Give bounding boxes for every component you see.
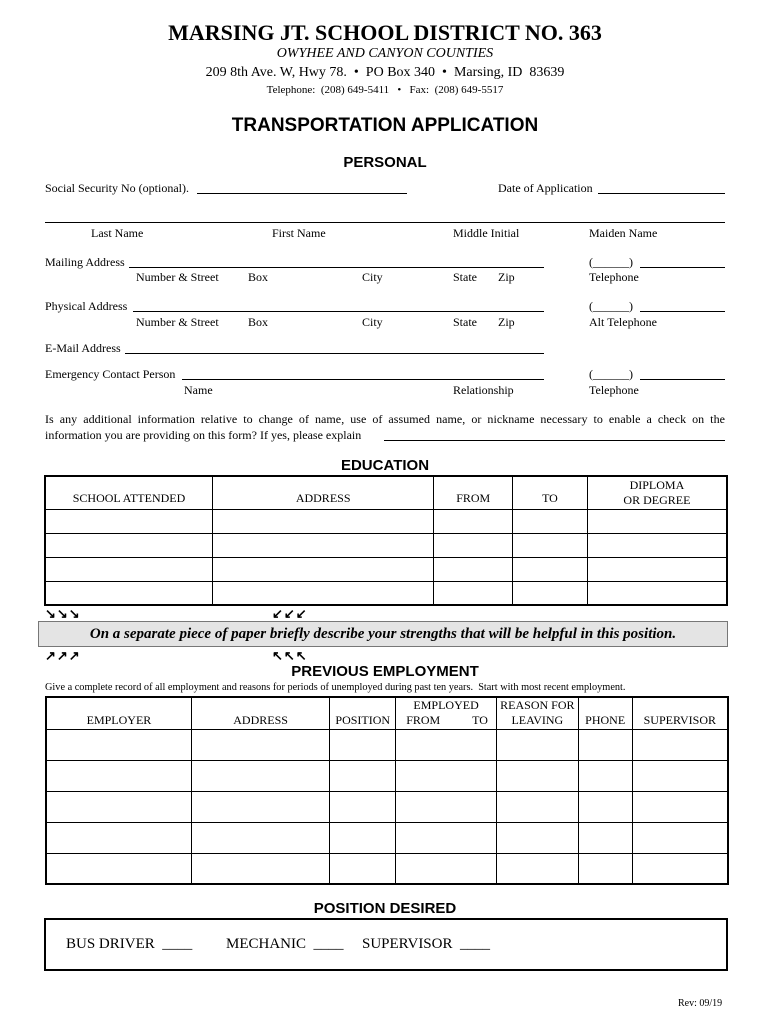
employment-heading: PREVIOUS EMPLOYMENT xyxy=(291,663,479,680)
table-row[interactable] xyxy=(46,822,728,853)
phys-box-label: Box xyxy=(248,315,269,329)
employment-table xyxy=(45,696,729,885)
date-field[interactable] xyxy=(598,193,725,194)
strengths-banner: On a separate piece of paper briefly describe your strengths that will be helpful in this position. xyxy=(38,621,728,647)
col-from: FROM xyxy=(434,476,513,509)
emergency-name-label: Name xyxy=(184,383,213,397)
mail-city-label: City xyxy=(362,270,383,284)
phys-zip-label: Zip xyxy=(498,315,515,329)
arrows-down-right-icon: ↙↙↙ xyxy=(272,606,308,621)
explain-field[interactable] xyxy=(384,440,725,441)
mailing-label: Mailing Address xyxy=(45,255,125,269)
district-name: MARSING JT. SCHOOL DISTRICT NO. 363 xyxy=(168,20,602,45)
telephone-label: Telephone xyxy=(589,270,639,284)
relationship-label: Relationship xyxy=(453,383,514,397)
diploma-label: DIPLOMA xyxy=(629,477,685,492)
page-title: TRANSPORTATION APPLICATION xyxy=(231,115,539,136)
middle-initial-label: Middle Initial xyxy=(453,226,520,240)
table-row[interactable] xyxy=(45,557,727,581)
alt-phone-paren: (______) xyxy=(589,299,633,313)
col-diploma xyxy=(587,476,727,509)
employed-label: EMPLOYED xyxy=(413,698,479,713)
mail-street-label: Number & Street xyxy=(136,270,219,284)
additional-info-question-2: information you are providing on this form? If yes, please explain xyxy=(45,428,362,442)
emergency-telephone-field[interactable] xyxy=(640,379,725,380)
col-phone: PHONE xyxy=(578,697,632,729)
col-address: ADDRESS xyxy=(213,476,434,509)
email-label: E-Mail Address xyxy=(45,341,121,355)
physical-label: Physical Address xyxy=(45,299,128,313)
emergency-contact-field[interactable] xyxy=(182,379,544,380)
ssn-field[interactable] xyxy=(197,193,407,194)
education-table xyxy=(44,475,728,606)
reason-label: REASON FOR xyxy=(500,698,575,713)
employment-note: Give a complete record of all employment and reasons for periods of unemployed during past ten years. Start with most recent employment. xyxy=(45,682,626,693)
phys-street-label: Number & Street xyxy=(136,315,219,329)
col-employer: EMPLOYER xyxy=(46,697,191,729)
physical-address-field[interactable] xyxy=(133,311,544,312)
alt-telephone-label: Alt Telephone xyxy=(589,315,657,329)
telephone-field[interactable] xyxy=(640,267,725,268)
table-row[interactable] xyxy=(45,509,727,533)
last-name-label: Last Name xyxy=(91,226,144,240)
date-label: Date of Application xyxy=(498,181,593,195)
col-employed xyxy=(396,697,497,729)
first-name-label: First Name xyxy=(272,226,326,240)
email-field[interactable] xyxy=(125,353,544,354)
mail-box-label: Box xyxy=(248,270,269,284)
col-emp-address: ADDRESS xyxy=(191,697,329,729)
supervisor-option[interactable]: SUPERVISOR ____ xyxy=(362,936,490,952)
arrows-down-left-icon: ↘↘↘ xyxy=(45,606,81,621)
district-address: 209 8th Ave. W, Hwy 78. • PO Box 340 • Marsing, ID 83639 xyxy=(205,65,565,80)
ssn-label: Social Security No (optional). xyxy=(45,181,189,195)
col-position: POSITION xyxy=(330,697,396,729)
maiden-name-label: Maiden Name xyxy=(589,226,658,240)
leaving-label: LEAVING xyxy=(511,713,564,728)
mail-zip-label: Zip xyxy=(498,270,515,284)
col-supervisor: SUPERVISOR xyxy=(632,697,728,729)
table-row[interactable] xyxy=(46,791,728,822)
table-row[interactable] xyxy=(45,533,727,557)
table-row[interactable] xyxy=(46,853,728,884)
alt-telephone-field[interactable] xyxy=(640,311,725,312)
phys-state-label: State xyxy=(453,315,477,329)
arrows-up-left-icon: ↗↗↗ xyxy=(45,648,81,663)
bus-driver-option[interactable]: BUS DRIVER ____ xyxy=(66,936,193,952)
col-to: TO xyxy=(513,476,588,509)
col-reason xyxy=(496,697,578,729)
full-name-field[interactable] xyxy=(45,222,725,223)
mechanic-option[interactable]: MECHANIC ____ xyxy=(226,936,344,952)
table-row[interactable] xyxy=(46,729,728,760)
emp-to-label: TO xyxy=(472,713,488,728)
degree-label: OR DEGREE xyxy=(623,492,691,507)
arrows-up-right-icon: ↖↖↖ xyxy=(272,648,308,663)
district-phones: Telephone: (208) 649-5411 • Fax: (208) 649-5517 xyxy=(266,84,504,96)
phys-city-label: City xyxy=(362,315,383,329)
table-row[interactable] xyxy=(46,760,728,791)
revision-label: Rev: 09/19 xyxy=(678,998,723,1009)
position-heading: POSITION DESIRED xyxy=(313,900,457,917)
col-school: SCHOOL ATTENDED xyxy=(45,476,213,509)
counties: OWYHEE AND CANYON COUNTIES xyxy=(276,46,494,61)
emergency-phone-paren: (______) xyxy=(589,367,633,381)
personal-heading: PERSONAL xyxy=(343,154,427,171)
mailing-address-field[interactable] xyxy=(129,267,544,268)
additional-info-question: Is any additional information relative to change of name, use of assumed name, or nickname necessary to enable a check on the xyxy=(45,412,725,426)
table-row[interactable] xyxy=(45,581,727,605)
emergency-label: Emergency Contact Person xyxy=(45,367,176,381)
mail-state-label: State xyxy=(453,270,477,284)
emergency-telephone-label: Telephone xyxy=(589,383,639,397)
emp-from-label: FROM xyxy=(406,713,441,728)
education-heading: EDUCATION xyxy=(340,457,430,474)
mailing-phone-paren: (______) xyxy=(589,255,633,269)
